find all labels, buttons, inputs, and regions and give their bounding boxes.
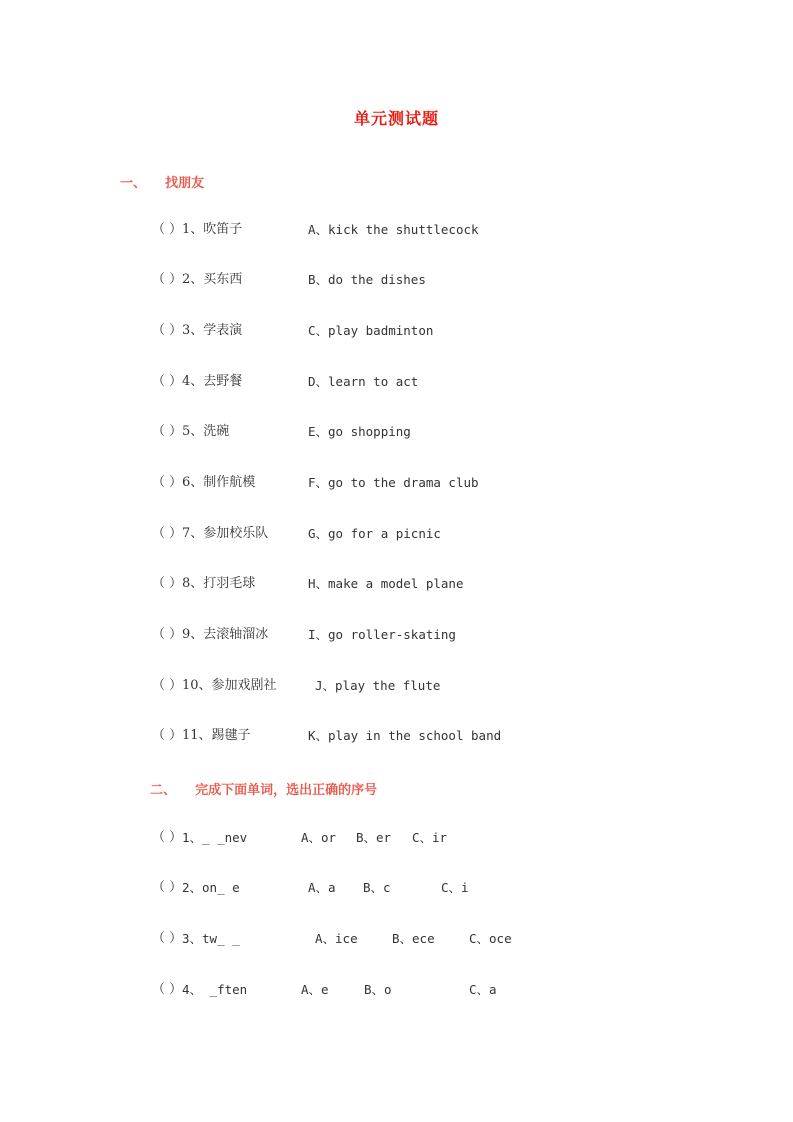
answer-blank[interactable]: （ ）: [152, 475, 183, 490]
section-1-heading: [120, 172, 204, 191]
item-label: 6、制作航模: [182, 475, 256, 490]
item-option: H、make a model plane: [308, 576, 464, 591]
item-option: J、play the flute: [315, 678, 441, 693]
answer-blank[interactable]: （ ）: [152, 272, 183, 287]
item-option: K、play in the school band: [308, 728, 502, 743]
option-b: B、o: [364, 982, 392, 997]
answer-blank[interactable]: （ ）: [152, 880, 183, 895]
option-c: C、ir: [412, 830, 448, 845]
item-label: 7、参加校乐队: [182, 526, 269, 541]
item-label: 1、吹笛子: [182, 222, 243, 237]
item-option: B、do the dishes: [308, 272, 426, 287]
item-option: A、kick the shuttlecock: [308, 222, 479, 237]
option-b: B、c: [363, 880, 391, 895]
item-label: 3、tw_ _: [182, 931, 240, 946]
answer-blank[interactable]: （ ）: [152, 526, 183, 541]
option-a: A、a: [308, 880, 336, 895]
option-a: A、e: [301, 982, 329, 997]
option-b: B、ece: [392, 931, 435, 946]
answer-blank[interactable]: （ ）: [152, 728, 183, 743]
answer-blank[interactable]: （ ）: [152, 678, 183, 693]
item-label: 11、踢毽子: [182, 728, 251, 743]
section-2-title: 完成下面单词，选出正确的序号: [195, 783, 378, 798]
item-option: E、go shopping: [308, 424, 411, 439]
section-1-title: 找朋友: [165, 176, 205, 191]
section-2-heading: [150, 779, 377, 798]
answer-blank[interactable]: （ ）: [152, 982, 183, 997]
item-option: G、go for a picnic: [308, 526, 441, 541]
item-option: C、play badminton: [308, 323, 434, 338]
answer-blank[interactable]: （ ）: [152, 222, 183, 237]
option-c: C、i: [441, 880, 469, 895]
item-label: 2、on_ e: [182, 880, 240, 895]
item-label: 1、_ _nev: [182, 830, 248, 845]
answer-blank[interactable]: （ ）: [152, 931, 183, 946]
item-label: 3、学表演: [182, 323, 243, 338]
option-c: C、a: [469, 982, 497, 997]
section-1-number: 一、: [120, 176, 147, 191]
option-b: B、er: [356, 830, 392, 845]
answer-blank[interactable]: （ ）: [152, 627, 183, 642]
item-option: I、go roller-skating: [308, 627, 456, 642]
item-label: 4、去野餐: [182, 374, 243, 389]
item-label: 8、打羽毛球: [182, 576, 256, 591]
answer-blank[interactable]: （ ）: [152, 576, 183, 591]
answer-blank[interactable]: （ ）: [152, 830, 183, 845]
item-label: 5、洗碗: [182, 424, 230, 439]
document-title: 单元测试题: [353, 109, 439, 128]
option-a: A、or: [301, 830, 337, 845]
item-label: 10、参加戏剧社: [182, 678, 277, 693]
item-option: D、learn to act: [308, 374, 419, 389]
item-label: 9、去滚轴溜冰: [182, 627, 269, 642]
item-label: 2、买东西: [182, 272, 243, 287]
option-c: C、oce: [469, 931, 512, 946]
option-a: A、ice: [315, 931, 358, 946]
item-option: F、go to the drama club: [308, 475, 479, 490]
item-label: 4、 _ften: [182, 982, 248, 997]
answer-blank[interactable]: （ ）: [152, 323, 183, 338]
answer-blank[interactable]: （ ）: [152, 424, 183, 439]
section-2-number: 二、: [150, 783, 177, 798]
answer-blank[interactable]: （ ）: [152, 374, 183, 389]
